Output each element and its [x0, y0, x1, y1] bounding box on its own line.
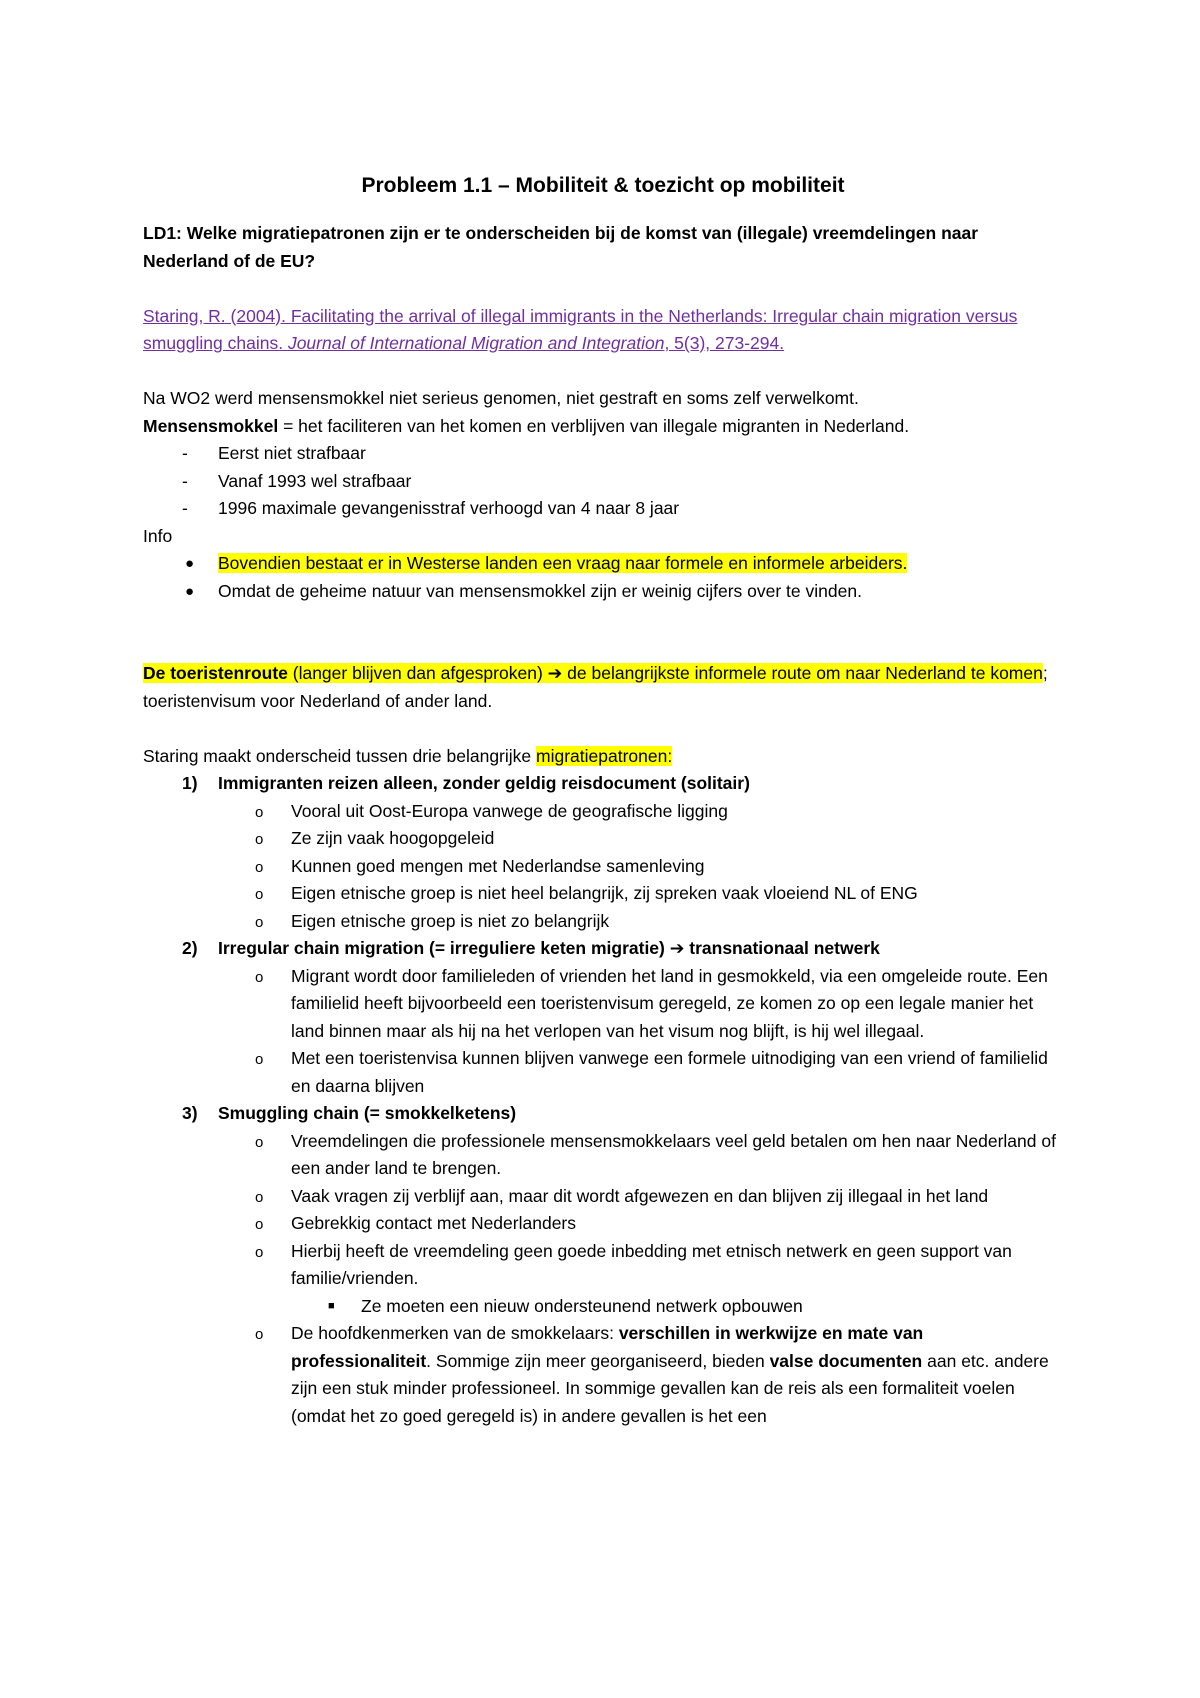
nested-sub-item: ■ Ze moeten een nieuw ondersteunend netwerk opbouwen	[143, 1293, 1063, 1321]
bullet-item: ● Bovendien bestaat er in Westerse landen een vraag naar formele en informele arbeiders.	[143, 550, 1063, 578]
definition-text: = het faciliteren van het komen en verblijven van illegale migranten in Nederland.	[278, 415, 910, 436]
sub-item: o Ze zijn vaak hoogopgeleid	[143, 825, 1063, 853]
reference-authors-title: Staring, R. (2004). Facilitating the arrival of illegal immigrants in the Netherlands: Irregular chain migration versus smuggling chains.	[143, 305, 1018, 353]
document-body	[143, 172, 1063, 1430]
sub-item: o Eigen etnische groep is niet zo belangrijk	[143, 908, 1063, 936]
square-bullet-icon: ■	[328, 1299, 335, 1312]
sub-item: o Hierbij heeft de vreemdeling geen goede inbedding met etnisch netwerk en geen support van familie/vrienden.	[255, 1240, 1012, 1288]
sub-item: o Gebrekkig contact met Nederlanders	[143, 1210, 1063, 1238]
page-title: Probleem 1.1 – Mobiliteit & toezicht op mobiliteit	[361, 174, 845, 197]
sub-item: o Migrant wordt door familieleden of vrienden het land in gesmokkeld, via een omgeleide route. Een familielid heeft bijvoorbeeld een toeristenvisum geregeld, ze komen zo op een legale manier het land binnen maar als hij na het verlopen van het visum nog blijft, is hij wel illegaal.	[255, 965, 1048, 1041]
reference-volume: , 5(3), 273-294.	[664, 333, 785, 353]
circle-bullet-icon: o	[255, 1326, 264, 1343]
circle-bullet-icon: o	[255, 1051, 264, 1068]
circle-bullet-icon: o	[255, 803, 264, 821]
bullet-icon: ●	[185, 555, 195, 572]
definition-paragraph	[143, 413, 1063, 441]
circle-bullet-icon: o	[255, 968, 264, 986]
patterns-intro: Staring maakt onderscheid tussen drie belangrijke migratiepatronen:	[143, 745, 673, 766]
pattern-1-heading: 1) Immigranten reizen alleen, zonder geldig reisdocument (solitair)	[182, 773, 750, 793]
dash-marker: -	[182, 498, 188, 518]
sub-item: o Eigen etnische groep is niet heel belangrijk, zij spreken vaak vloeiend NL of ENG	[143, 880, 1063, 908]
circle-bullet-icon: o	[255, 1133, 264, 1151]
arrow-right-icon: ➔	[669, 938, 685, 958]
dash-item: - 1996 maximale gevangenisstraf verhoogd van 4 naar 8 jaar	[143, 495, 1063, 523]
definition-term: Mensensmokkel	[143, 415, 279, 436]
sub-item: o Kunnen goed mengen met Nederlandse samenleving	[143, 853, 1063, 881]
circle-bullet-icon: o	[255, 1216, 264, 1233]
sub-item: o Vreemdelingen die professionele mensensmokkelaars veel geld betalen om hen naar Nederland of een ander land te brengen.	[255, 1130, 1056, 1178]
circle-bullet-icon: o	[255, 831, 264, 848]
learning-goal: LD1: Welke migratiepatronen zijn er te onderscheiden bij de komst van (illegale) vreemdelingen naar Nederland of de EU?	[143, 223, 979, 271]
bullet-item: ● Omdat de geheime natuur van mensensmokkel zijn er weinig cijfers over te vinden.	[143, 578, 1063, 606]
bullet-icon: ●	[185, 582, 195, 600]
sub-item: o Vooral uit Oost-Europa vanwege de geografische ligging	[143, 798, 1063, 826]
sub-item: o De hoofdkenmerken van de smokkelaars: verschillen in werkwijze en mate van professionaliteit. Sommige zijn meer georganiseerd, bieden valse documenten aan etc. andere zijn een stuk minder professioneel. In sommige gevallen kan de reis als een formaliteit voelen (omdat het zo goed geregeld is) in andere gevallen is het een	[255, 1323, 1049, 1426]
pattern-2-heading: 2) Irregular chain migration (= irreguliere keten migratie) ➔ transnationaal netwerk	[182, 938, 880, 958]
info-label: Info	[143, 525, 173, 546]
dash-marker: -	[182, 470, 188, 491]
reference-citation[interactable]	[143, 303, 1063, 358]
dash-item: - Vanaf 1993 wel strafbaar	[143, 468, 1063, 496]
patterns-keyword: migratiepatronen:	[536, 745, 673, 766]
tourist-route-paragraph: De toeristenroute (langer blijven dan afgesproken) ➔ de belangrijkste informele route om naar Nederland te komen; toeristenvisum voor Nederland of ander land.	[143, 663, 1048, 711]
sub-item: o Met een toeristenvisa kunnen blijven vanwege een formele uitnodiging van een vriend of familielid en daarna blijven	[255, 1048, 1048, 1096]
circle-bullet-icon: o	[255, 913, 264, 931]
arrow-right-icon: ➔	[547, 663, 563, 683]
sub-item: o Vaak vragen zij verblijf aan, maar dit wordt afgewezen en dan blijven zij illegaal in het land	[143, 1183, 1063, 1211]
pattern-3-heading: 3) Smuggling chain (= smokkelketens)	[182, 1103, 517, 1123]
circle-bullet-icon: o	[255, 886, 264, 903]
reference-journal: Journal of International Migration and Integration	[287, 333, 665, 353]
circle-bullet-icon: o	[255, 858, 264, 876]
dash-item: - Eerst niet strafbaar	[143, 440, 1063, 468]
dash-marker: -	[182, 443, 188, 463]
circle-bullet-icon: o	[255, 1188, 264, 1206]
tourist-route-term: De toeristenroute	[143, 663, 288, 683]
circle-bullet-icon: o	[255, 1243, 264, 1261]
intro-paragraph: Na WO2 werd mensensmokkel niet serieus genomen, niet gestraft en soms zelf verwelkomt.	[143, 388, 859, 408]
